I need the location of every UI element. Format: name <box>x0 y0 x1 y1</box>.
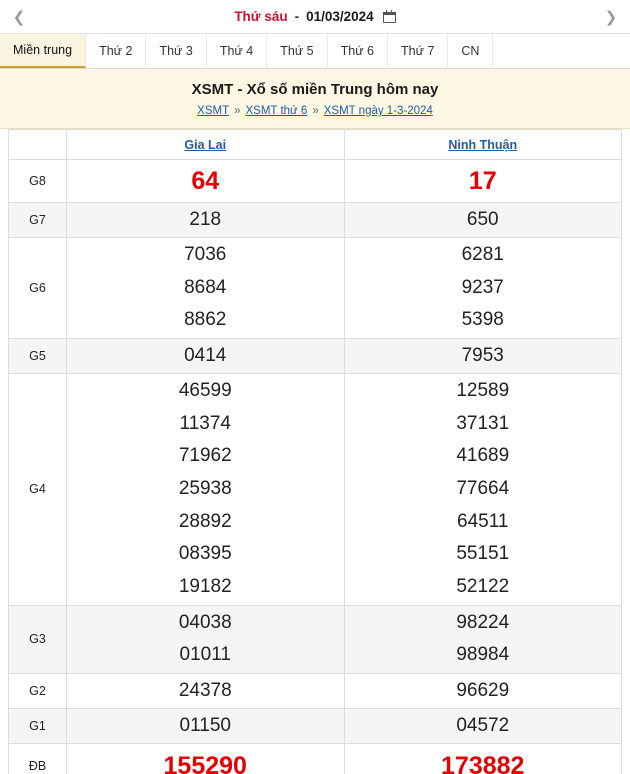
prize-value: 8862 <box>184 309 227 331</box>
prize-values-g4-gia-lai <box>67 374 345 606</box>
breadcrumb-link-xsmt[interactable]: XSMT <box>197 105 230 117</box>
region-day-tabs <box>0 34 630 69</box>
breadcrumb <box>6 105 624 117</box>
table-row <box>9 160 622 203</box>
prize-value: 46599 <box>178 380 232 402</box>
date-value: 01/03/2024 <box>306 9 374 24</box>
date-weekday: Thứ sáu <box>234 9 288 24</box>
tab-thu-4[interactable]: Thứ 4 <box>207 34 267 68</box>
breadcrumb-link-xsmt-date[interactable]: XSMT ngày 1-3-2024 <box>323 105 433 117</box>
column-header-gia-lai <box>67 130 345 160</box>
tab-thu-5[interactable]: Thứ 5 <box>267 34 327 68</box>
page-title: XSMT - Xổ số miền Trung hôm nay <box>191 81 439 98</box>
prize-value: 7036 <box>184 244 227 265</box>
prize-value: 04038 <box>178 611 232 633</box>
prize-values-g3-ninh-thuan <box>344 605 622 673</box>
prize-value-g2-ninh-thuan: 96629 <box>344 674 622 709</box>
date-separator: - <box>294 9 300 24</box>
table-row <box>9 709 622 744</box>
prize-value-g2-gia-lai: 24378 <box>67 674 345 709</box>
prize-value: 55151 <box>456 543 510 565</box>
prize-label-g4: G4 <box>9 374 67 606</box>
breadcrumb-link-xsmt-thu-6[interactable]: XSMT thứ 6 <box>245 105 308 117</box>
prize-value-g7-gia-lai: 218 <box>67 203 345 238</box>
chevron-right-icon[interactable]: ❯ <box>604 8 618 26</box>
prize-values-g6-ninh-thuan <box>344 238 622 339</box>
prize-value: 8684 <box>184 276 227 298</box>
column-header-ninh-thuan <box>344 130 622 160</box>
prize-value: 28892 <box>178 510 232 532</box>
prize-value: 52122 <box>456 576 510 598</box>
prize-value: 41689 <box>456 445 510 467</box>
table-row <box>9 238 622 339</box>
prize-value: 37131 <box>456 412 510 434</box>
results-table-container <box>0 129 630 774</box>
table-row <box>9 674 622 709</box>
prize-values-g6-gia-lai <box>67 238 345 339</box>
page-header <box>0 69 630 129</box>
prize-label-g7: G7 <box>9 203 67 238</box>
tab-bar-filler <box>493 34 630 68</box>
prize-value-g1-gia-lai: 01150 <box>67 709 345 744</box>
prize-label-g6: G6 <box>9 238 67 339</box>
tab-thu-2[interactable]: Thứ 2 <box>86 34 146 68</box>
prize-value-g7-ninh-thuan: 650 <box>344 203 622 238</box>
prize-value: 11374 <box>179 412 231 434</box>
prize-value-g8-ninh-thuan: 17 <box>344 160 622 203</box>
table-row <box>9 605 622 673</box>
lottery-results-table <box>8 129 622 774</box>
prize-value-g5-gia-lai: 0414 <box>67 339 345 374</box>
prize-value: 71962 <box>178 445 232 467</box>
prize-value: 9237 <box>461 276 504 298</box>
prize-value-g1-ninh-thuan: 04572 <box>344 709 622 744</box>
column-header-prize <box>9 130 67 160</box>
prize-value: 77664 <box>456 478 510 500</box>
breadcrumb-separator: » <box>312 105 319 117</box>
tab-cn[interactable]: CN <box>448 34 493 68</box>
prize-value: 25938 <box>178 478 232 500</box>
prize-value: 98984 <box>456 644 510 666</box>
prize-value: 01011 <box>179 644 231 666</box>
prize-label-g2: G2 <box>9 674 67 709</box>
prize-value-g5-ninh-thuan: 7953 <box>344 339 622 374</box>
tab-thu-3[interactable]: Thứ 3 <box>146 34 206 68</box>
prize-value-g8-gia-lai: 64 <box>67 160 345 203</box>
prize-label-g5: G5 <box>9 339 67 374</box>
prize-value: 6281 <box>461 244 504 265</box>
prize-value-db-ninh-thuan: 173882 <box>344 744 622 774</box>
table-row <box>9 339 622 374</box>
prize-value: 19182 <box>178 576 232 598</box>
prize-label-g8: G8 <box>9 160 67 203</box>
prize-value: 08395 <box>178 543 232 565</box>
prize-label-g1: G1 <box>9 709 67 744</box>
table-row <box>9 374 622 606</box>
province-link-ninh-thuan[interactable]: Ninh Thuận <box>448 137 518 152</box>
tab-mien-trung[interactable]: Miền trung <box>0 34 86 68</box>
prize-label-db: ĐB <box>9 744 67 774</box>
table-row <box>9 744 622 774</box>
table-header-row <box>9 130 622 160</box>
breadcrumb-separator: » <box>234 105 241 117</box>
tab-thu-7[interactable]: Thứ 7 <box>388 34 448 68</box>
prize-value: 12589 <box>456 380 510 402</box>
prize-values-g4-ninh-thuan <box>344 374 622 606</box>
tab-thu-6[interactable]: Thứ 6 <box>328 34 388 68</box>
table-row <box>9 203 622 238</box>
prize-value-db-gia-lai: 155290 <box>67 744 345 774</box>
prize-values-g3-gia-lai <box>67 605 345 673</box>
prize-value: 5398 <box>461 309 504 331</box>
current-date-display <box>234 9 395 24</box>
prize-value: 64511 <box>457 510 509 532</box>
date-navigation-bar <box>0 0 630 34</box>
calendar-icon[interactable] <box>383 10 396 23</box>
prize-label-g3: G3 <box>9 605 67 673</box>
province-link-gia-lai[interactable]: Gia Lai <box>184 137 227 152</box>
prize-value: 98224 <box>456 611 510 633</box>
chevron-left-icon[interactable]: ❮ <box>12 8 26 26</box>
